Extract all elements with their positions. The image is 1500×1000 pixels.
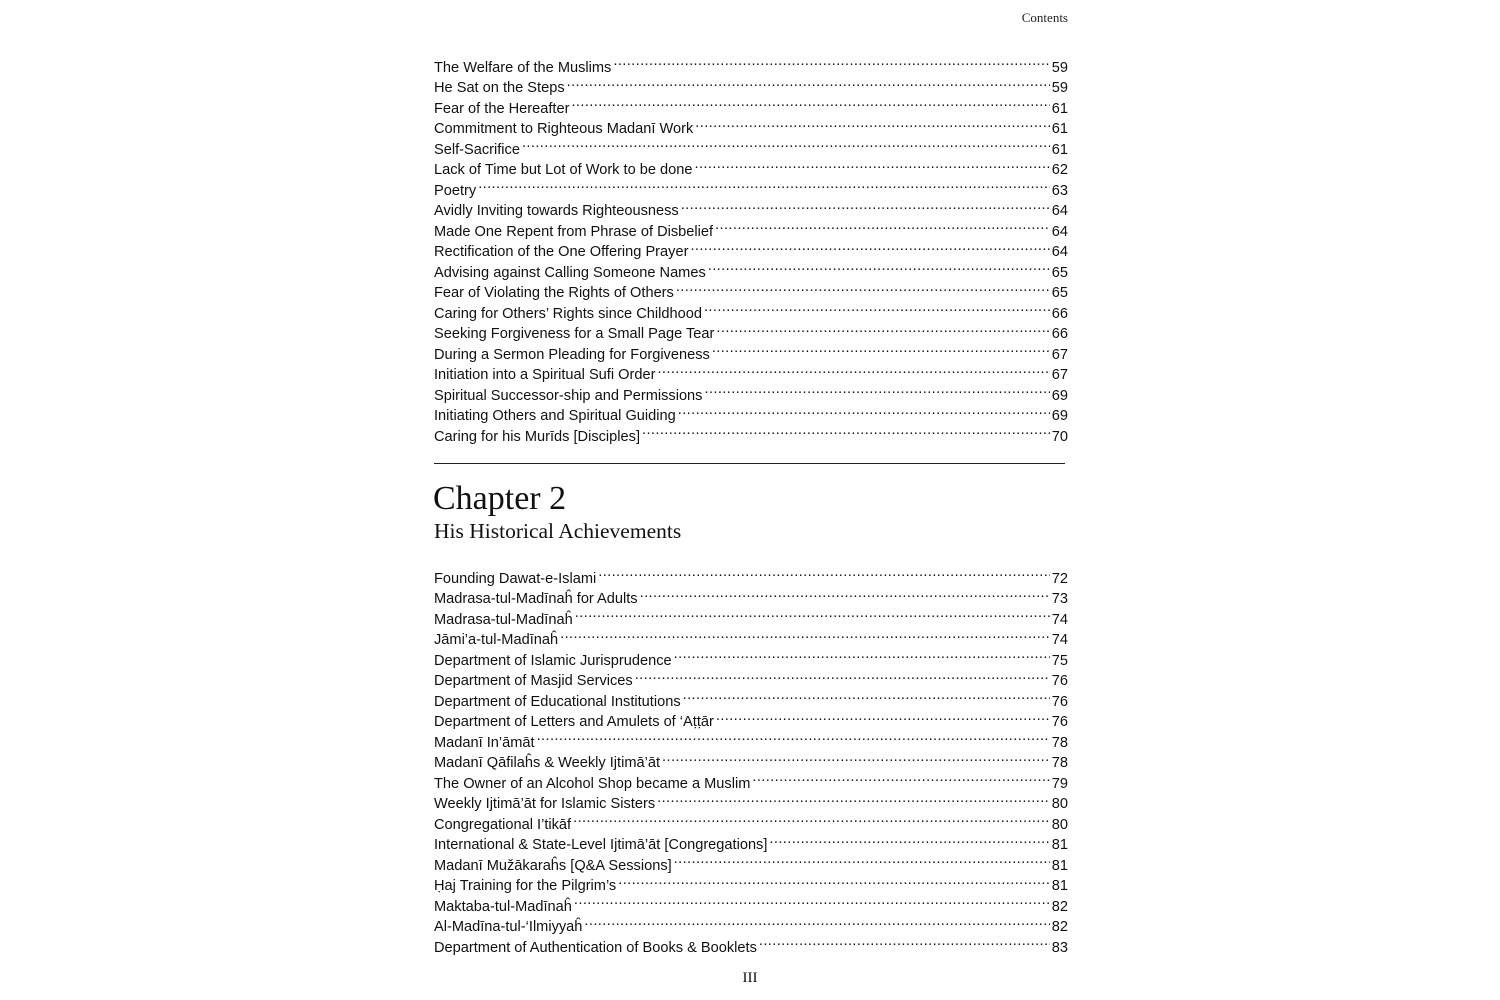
toc-entry-page: 59 (1051, 80, 1068, 96)
dot-leader (558, 624, 1050, 645)
toc-entry-title: Seeking Forgiveness for a Small Page Tear (434, 326, 715, 342)
toc-entry-page: 83 (1051, 939, 1068, 956)
toc-entry-page: 81 (1051, 878, 1068, 894)
toc-entry-title: Initiation into a Spiritual Sufi Order (434, 367, 656, 383)
toc-entry-title: Lack of Time but Lot of Work to be done (434, 162, 693, 178)
dot-leader (535, 726, 1050, 747)
chapter-title: Chapter 2 (433, 480, 567, 517)
toc-entry-title: Poetry (434, 182, 477, 199)
toc-entry[interactable] (434, 133, 1068, 158)
dot-leader (713, 215, 1050, 236)
toc-entry[interactable] (434, 51, 1068, 76)
toc-entry-title: During a Sermon Pleading for Forgiveness (434, 346, 710, 363)
toc-entry-title: Founding Dawat-e-Islami (434, 570, 597, 587)
toc-entry-page: 61 (1051, 121, 1068, 137)
toc-entry[interactable] (434, 562, 1068, 587)
toc-entry[interactable] (434, 195, 1068, 219)
toc-entry-page: 59 (1051, 59, 1068, 76)
toc-entry-title: International & State-Level Ijtimā’āt [Congregations] (434, 837, 768, 853)
toc-entry-title: Caring for Others’ Rights since Childhood (434, 305, 702, 322)
toc-entry-title: Advising against Calling Someone Names (434, 264, 706, 281)
toc-entry-title: Caring for his Murīds [Disciples] (434, 428, 640, 445)
toc-entry-page: 75 (1051, 652, 1068, 669)
chapter-subtitle: His Historical Achievements (434, 519, 682, 543)
toc-entry-page: 81 (1051, 837, 1068, 853)
dot-leader (757, 931, 1050, 952)
toc-entry-page: 72 (1051, 570, 1068, 587)
toc-entry-page: 67 (1051, 367, 1068, 383)
dot-leader (750, 767, 1050, 788)
dot-leader (693, 113, 1050, 134)
toc-entry-page: 70 (1051, 428, 1068, 445)
toc-entry-page: 82 (1051, 919, 1068, 935)
dot-leader (710, 338, 1050, 359)
dot-leader (616, 870, 1050, 891)
toc-entry-title: Department of Letters and Amulets of ‘Aṭṭār (434, 714, 714, 730)
toc-entry-page: 74 (1051, 611, 1068, 628)
toc-entry-page: 67 (1051, 346, 1068, 363)
toc-entry-title: Maktaba-tul-Madīnaĥ (434, 898, 572, 915)
toc-entry-title: Fear of Violating the Rights of Others (434, 285, 674, 301)
toc-entry-title: Self-Sacrifice (434, 141, 520, 158)
toc-entry-page: 78 (1051, 755, 1068, 771)
dot-leader (582, 911, 1050, 932)
toc-entry-title: The Welfare of the Muslims (434, 59, 612, 76)
toc-entry[interactable] (434, 174, 1068, 199)
toc-entry-page: 64 (1051, 223, 1068, 240)
toc-entry-page: 76 (1051, 714, 1068, 730)
toc-entry-page: 61 (1051, 100, 1068, 117)
dot-leader (655, 788, 1050, 809)
dot-leader (520, 133, 1050, 154)
toc-entry-title: Weekly Ijtimā’āt for Islamic Sisters (434, 796, 656, 812)
toc-entry-title: Spiritual Successor-ship and Permissions (434, 387, 703, 404)
toc-entry-title: Avidly Inviting towards Righteousness (434, 203, 679, 219)
toc-entry-page: 80 (1051, 796, 1068, 812)
dot-leader (655, 359, 1050, 380)
dot-leader (679, 195, 1050, 216)
toc-entry-page: 76 (1051, 673, 1068, 689)
toc-entry-page: 69 (1051, 408, 1068, 424)
toc-entry-title: Department of Authentication of Books & Booklets (434, 939, 757, 956)
toc-entry-page: 74 (1051, 632, 1068, 648)
toc-entry-title: Al-Madīna-tul-‘Ilmiyyaĥ (434, 919, 583, 935)
toc-entry-title: Department of Educational Institutions (434, 693, 681, 710)
toc-entry-page: 78 (1051, 734, 1068, 751)
toc-entry-page: 66 (1051, 305, 1068, 322)
toc-entry-page: 79 (1051, 775, 1068, 792)
toc-entry-title: Ḥaj Training for the Pilgrim’s (434, 878, 617, 894)
dot-leader (681, 685, 1050, 706)
dot-leader (714, 318, 1050, 339)
dot-leader (569, 92, 1050, 113)
dot-leader (702, 297, 1050, 318)
toc-entry-title: Jāmi’a-tul-Madīnaĥ (434, 632, 559, 648)
dot-leader (573, 603, 1050, 624)
toc-entry-page: 65 (1051, 264, 1068, 281)
toc-entry-title: Department of Masjid Services (434, 673, 633, 689)
toc-entry-title: Congregational I’tikāf (434, 816, 572, 833)
dot-leader (693, 154, 1050, 175)
toc-entry-page: 61 (1051, 141, 1068, 158)
toc-entry-title: Madrasa-tul-Madīnaĥ for Adults (434, 591, 638, 607)
dot-leader (660, 747, 1050, 768)
dot-leader (572, 890, 1050, 911)
dot-leader (672, 849, 1050, 870)
dot-leader (638, 583, 1050, 604)
toc-entry-page: 62 (1051, 162, 1068, 178)
chapter-divider (434, 463, 1065, 464)
toc-entry-title: Made One Repent from Phrase of Disbelief (434, 223, 714, 240)
dot-leader (596, 562, 1050, 583)
toc-entry-page: 69 (1051, 387, 1068, 404)
dot-leader (476, 174, 1050, 195)
dot-leader (672, 644, 1050, 665)
toc-entry-title: The Owner of an Alcohol Shop became a Muslim (434, 775, 751, 792)
toc-entry-title: Rectification of the One Offering Prayer (434, 244, 689, 260)
page-number: III (742, 970, 758, 986)
dot-leader (565, 72, 1050, 93)
toc-entry-title: Madanī Mužākaraĥs [Q&A Sessions] (434, 857, 672, 874)
toc-entry-page: 82 (1051, 898, 1068, 915)
dot-leader (676, 400, 1050, 421)
toc-entry-page: 65 (1051, 285, 1068, 301)
toc-entry-page: 64 (1051, 244, 1068, 260)
toc-entry-page: 64 (1051, 203, 1068, 219)
toc-entry[interactable] (434, 154, 1068, 178)
toc-entry-title: Madanī Qāfilaĥs & Weekly Ijtimā’āt (434, 755, 661, 771)
dot-leader (633, 665, 1050, 686)
toc-entry-page: 73 (1051, 591, 1068, 607)
dot-leader (702, 379, 1050, 400)
toc-entry-page: 66 (1051, 326, 1068, 342)
toc-entry-title: Department of Islamic Jurisprudence (434, 652, 672, 669)
dot-leader (706, 256, 1050, 277)
dot-leader (674, 277, 1050, 298)
toc-list-section-1 (434, 51, 1068, 445)
dot-leader (767, 829, 1050, 850)
toc-entry-page: 76 (1051, 693, 1068, 710)
toc-entry-title: Commitment to Righteous Madanī Work (434, 121, 694, 137)
dot-leader (688, 236, 1050, 257)
toc-entry-title: Madanī In’āmāt (434, 734, 535, 751)
dot-leader (571, 808, 1050, 829)
dot-leader (611, 51, 1050, 72)
toc-list-section-2 (434, 562, 1068, 956)
toc-entry-title: Initiating Others and Spiritual Guiding (434, 408, 676, 424)
toc-entry-page: 81 (1051, 857, 1068, 874)
toc-entry-title: He Sat on the Steps (434, 80, 565, 96)
toc-entry-title: Fear of the Hereafter (434, 100, 570, 117)
toc-entry-page: 63 (1051, 182, 1068, 199)
dot-leader (714, 706, 1050, 727)
dot-leader (640, 420, 1050, 441)
running-head: Contents (1021, 10, 1068, 25)
toc-entry-title: Madrasa-tul-Madīnaĥ (434, 611, 573, 628)
toc-entry-page: 80 (1051, 816, 1068, 833)
